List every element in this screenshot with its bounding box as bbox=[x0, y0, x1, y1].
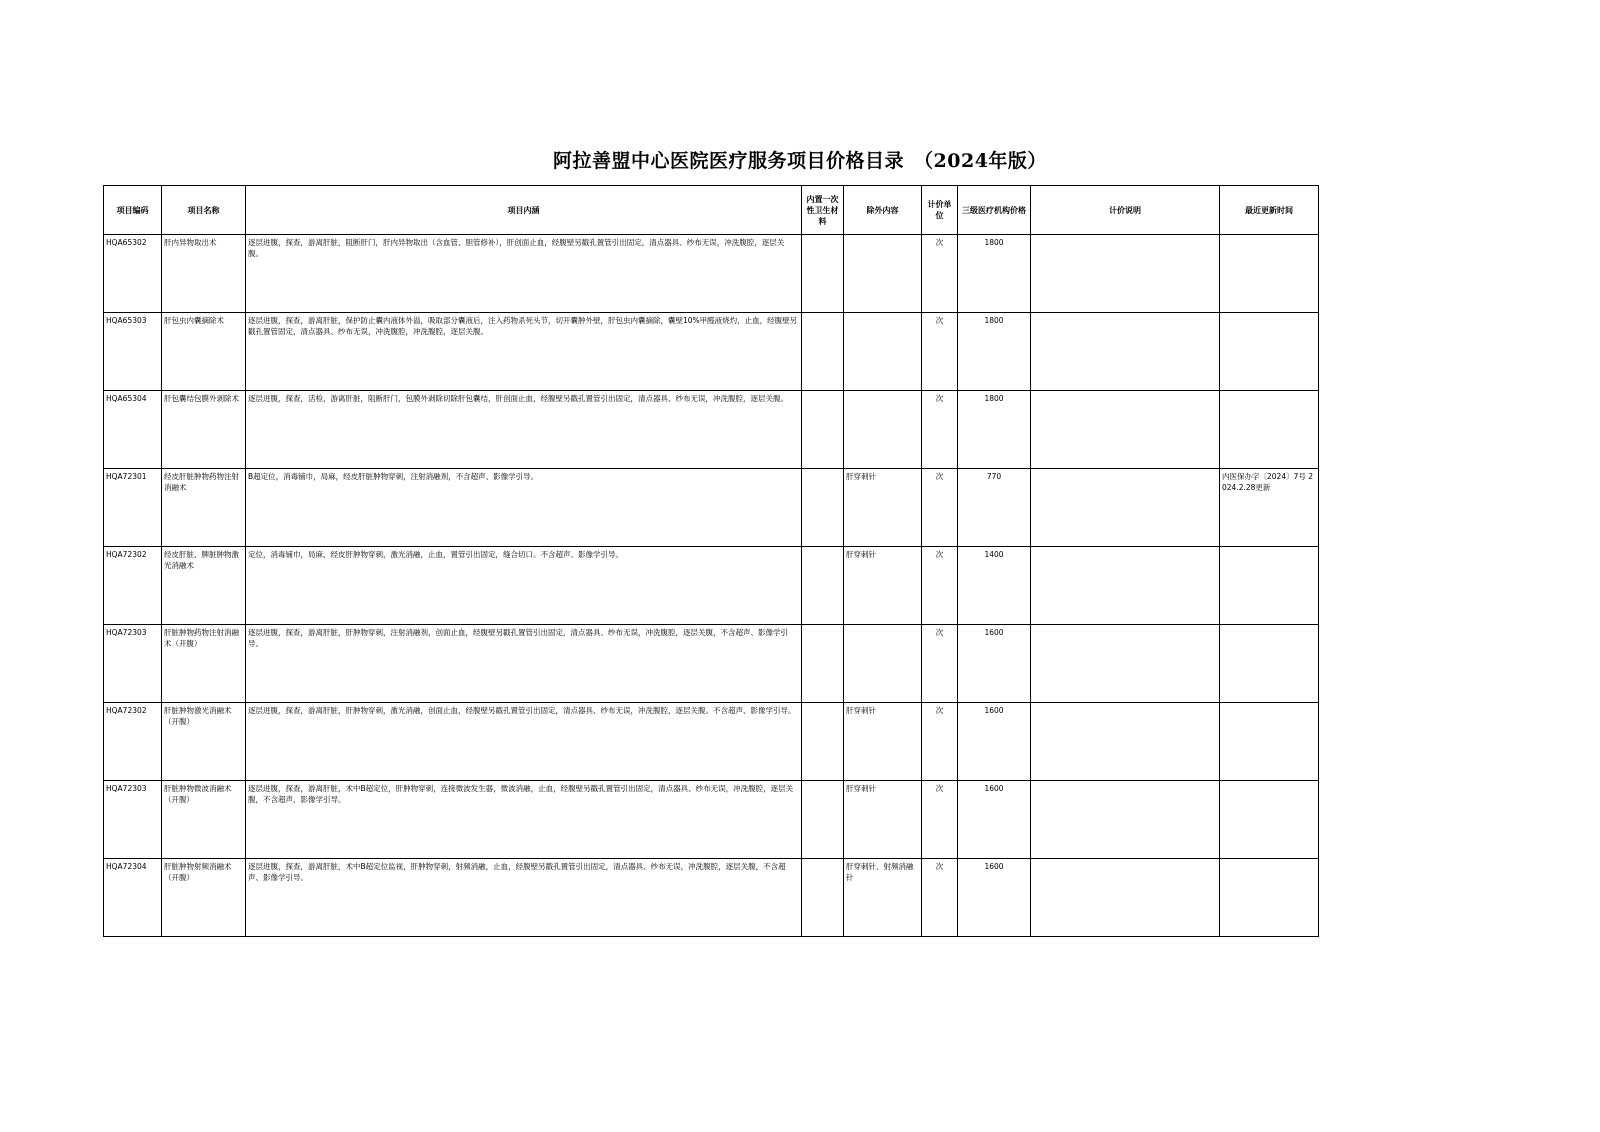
cell-material bbox=[802, 391, 844, 469]
cell-content: 定位，消毒铺巾，局麻，经皮肝肿物穿刺，激光消融，止血，置管引出固定，缝合切口。不含超声、影像学引导。 bbox=[246, 547, 802, 625]
cell-unit: 次 bbox=[922, 235, 958, 313]
cell-exclusion: 肝穿刺针 bbox=[844, 547, 922, 625]
cell-unit: 次 bbox=[922, 859, 958, 937]
cell-exclusion bbox=[844, 313, 922, 391]
cell-note bbox=[1031, 859, 1220, 937]
cell-updated bbox=[1220, 625, 1319, 703]
cell-price: 1800 bbox=[958, 313, 1031, 391]
cell-code: HQA65304 bbox=[104, 391, 162, 469]
cell-code: HQA65303 bbox=[104, 313, 162, 391]
cell-content: 逐层进腹，探查，游离肝脏，保护防止囊内液体外溢，吸取部分囊液后，注入药物杀死头节，切开囊肿外壁，肝包虫内囊摘除，囊壁10%甲醛液烧灼，止血，经腹壁另戳孔置管固定，清点器具、纱布无误，冲洗腹腔，冲洗腹腔，逐层关腹。 bbox=[246, 313, 802, 391]
cell-price: 1800 bbox=[958, 391, 1031, 469]
cell-code: HQA72304 bbox=[104, 859, 162, 937]
cell-name: 肝脏肿物药物注射消融术（开腹） bbox=[162, 625, 246, 703]
cell-price: 1600 bbox=[958, 781, 1031, 859]
cell-exclusion: 肝穿刺针 bbox=[844, 469, 922, 547]
cell-updated bbox=[1220, 781, 1319, 859]
col-header-name: 项目名称 bbox=[162, 186, 246, 235]
col-header-exclusion: 除外内容 bbox=[844, 186, 922, 235]
cell-content: 逐层进腹，探查，游离肝脏，肝肿物穿刺，注射消融剂，创面止血，经腹壁另戳孔置管引出固定，清点器具、纱布无误，冲洗腹腔，逐层关腹，不含超声、影像学引导。 bbox=[246, 625, 802, 703]
col-header-updated: 最近更新时间 bbox=[1220, 186, 1319, 235]
cell-content: 逐层进腹，探查，游离肝脏，阻断肝门，肝内异物取出（含血管、胆管修补），肝创面止血，经腹壁另戳孔置管引出固定，清点器具、纱布无误，冲洗腹腔，逐层关腹。 bbox=[246, 235, 802, 313]
cell-updated bbox=[1220, 391, 1319, 469]
col-header-unit: 计价单位 bbox=[922, 186, 958, 235]
cell-material bbox=[802, 625, 844, 703]
cell-updated bbox=[1220, 547, 1319, 625]
cell-updated bbox=[1220, 859, 1319, 937]
cell-material bbox=[802, 547, 844, 625]
cell-material bbox=[802, 469, 844, 547]
price-table bbox=[103, 185, 1319, 937]
cell-material bbox=[802, 313, 844, 391]
cell-unit: 次 bbox=[922, 313, 958, 391]
cell-price: 770 bbox=[958, 469, 1031, 547]
header-row bbox=[104, 186, 1319, 235]
cell-note bbox=[1031, 469, 1220, 547]
cell-note bbox=[1031, 703, 1220, 781]
cell-note bbox=[1031, 313, 1220, 391]
cell-name: 肝内异物取出术 bbox=[162, 235, 246, 313]
cell-unit: 次 bbox=[922, 781, 958, 859]
cell-name: 经皮肝脏、脾脏肿物激光消融术 bbox=[162, 547, 246, 625]
cell-exclusion: 肝穿刺针 bbox=[844, 703, 922, 781]
cell-note bbox=[1031, 781, 1220, 859]
table-row bbox=[104, 859, 1319, 937]
cell-content: 逐层进腹，探查，游离肝脏，肝肿物穿刺，激光消融，创面止血，经腹壁另戳孔置管引出固定，清点器具、纱布无误，冲洗腹腔，逐层关腹。不含超声、影像学引导。 bbox=[246, 703, 802, 781]
cell-code: HQA72302 bbox=[104, 703, 162, 781]
cell-name: 肝脏肿物激光消融术（开腹） bbox=[162, 703, 246, 781]
cell-exclusion: 肝穿刺针、射频消融针 bbox=[844, 859, 922, 937]
cell-name: 肝脏肿物微波消融术（开腹） bbox=[162, 781, 246, 859]
cell-name: 肝包囊结包膜外剥除术 bbox=[162, 391, 246, 469]
cell-code: HQA72303 bbox=[104, 625, 162, 703]
cell-name: 肝包虫内囊摘除术 bbox=[162, 313, 246, 391]
cell-code: HQA65302 bbox=[104, 235, 162, 313]
cell-content: 逐层进腹，探查，游离肝脏，术中B超定位，肝肿物穿刺，连接微波发生器，微波消融，止血，经腹壁另戳孔置管引出固定，清点器具、纱布无误，冲洗腹腔，逐层关腹，不含超声、影像学引导。 bbox=[246, 781, 802, 859]
cell-price: 1400 bbox=[958, 547, 1031, 625]
cell-material bbox=[802, 859, 844, 937]
cell-code: HQA72302 bbox=[104, 547, 162, 625]
page-title: 阿拉善盟中心医院医疗服务项目价格目录 （2024年版） bbox=[553, 150, 1047, 172]
cell-note bbox=[1031, 625, 1220, 703]
cell-material bbox=[802, 235, 844, 313]
cell-content: 逐层进腹，探查，游离肝脏，术中B超定位监视，肝肿物穿刺，射频消融，止血，经腹壁另戳孔置管引出固定，清点器具、纱布无误，冲洗腹腔，逐层关腹，不含超声、影像学引导。 bbox=[246, 859, 802, 937]
cell-price: 1600 bbox=[958, 859, 1031, 937]
cell-note bbox=[1031, 235, 1220, 313]
cell-updated bbox=[1220, 313, 1319, 391]
col-header-note: 计价说明 bbox=[1031, 186, 1220, 235]
table-row bbox=[104, 391, 1319, 469]
table-row bbox=[104, 547, 1319, 625]
cell-exclusion bbox=[844, 625, 922, 703]
cell-price: 1600 bbox=[958, 703, 1031, 781]
cell-unit: 次 bbox=[922, 469, 958, 547]
cell-updated: 内医保办字〔2024〕7号 2024.2.28更新 bbox=[1220, 469, 1319, 547]
cell-unit: 次 bbox=[922, 703, 958, 781]
cell-unit: 次 bbox=[922, 391, 958, 469]
col-header-content: 项目内涵 bbox=[246, 186, 802, 235]
cell-unit: 次 bbox=[922, 625, 958, 703]
col-header-price: 三级医疗机构价格 bbox=[958, 186, 1031, 235]
table-row bbox=[104, 469, 1319, 547]
cell-updated bbox=[1220, 703, 1319, 781]
cell-updated bbox=[1220, 235, 1319, 313]
cell-exclusion: 肝穿刺针 bbox=[844, 781, 922, 859]
cell-content: 逐层进腹，探查，活检，游离肝脏，阻断肝门，包膜外剥除切除肝包囊结，肝创面止血，经腹壁另戳孔置管引出固定，清点器具、纱布无误，冲洗腹腔，逐层关腹。 bbox=[246, 391, 802, 469]
cell-code: HQA72303 bbox=[104, 781, 162, 859]
table-row bbox=[104, 235, 1319, 313]
table-row bbox=[104, 781, 1319, 859]
cell-code: HQA72301 bbox=[104, 469, 162, 547]
cell-content: B超定位，消毒铺巾，局麻，经皮肝脏肿物穿刺，注射消融剂，不含超声、影像学引导。 bbox=[246, 469, 802, 547]
cell-price: 1800 bbox=[958, 235, 1031, 313]
cell-exclusion bbox=[844, 391, 922, 469]
cell-exclusion bbox=[844, 235, 922, 313]
cell-unit: 次 bbox=[922, 547, 958, 625]
table-row bbox=[104, 313, 1319, 391]
col-header-material: 内置一次性卫生材料 bbox=[802, 186, 844, 235]
table-row bbox=[104, 703, 1319, 781]
cell-note bbox=[1031, 391, 1220, 469]
cell-name: 肝脏肿物射频消融术（开腹） bbox=[162, 859, 246, 937]
cell-note bbox=[1031, 547, 1220, 625]
cell-material bbox=[802, 703, 844, 781]
table-row bbox=[104, 625, 1319, 703]
cell-material bbox=[802, 781, 844, 859]
cell-name: 经皮肝脏肿物药物注射消融术 bbox=[162, 469, 246, 547]
col-header-code: 项目编码 bbox=[104, 186, 162, 235]
cell-price: 1600 bbox=[958, 625, 1031, 703]
